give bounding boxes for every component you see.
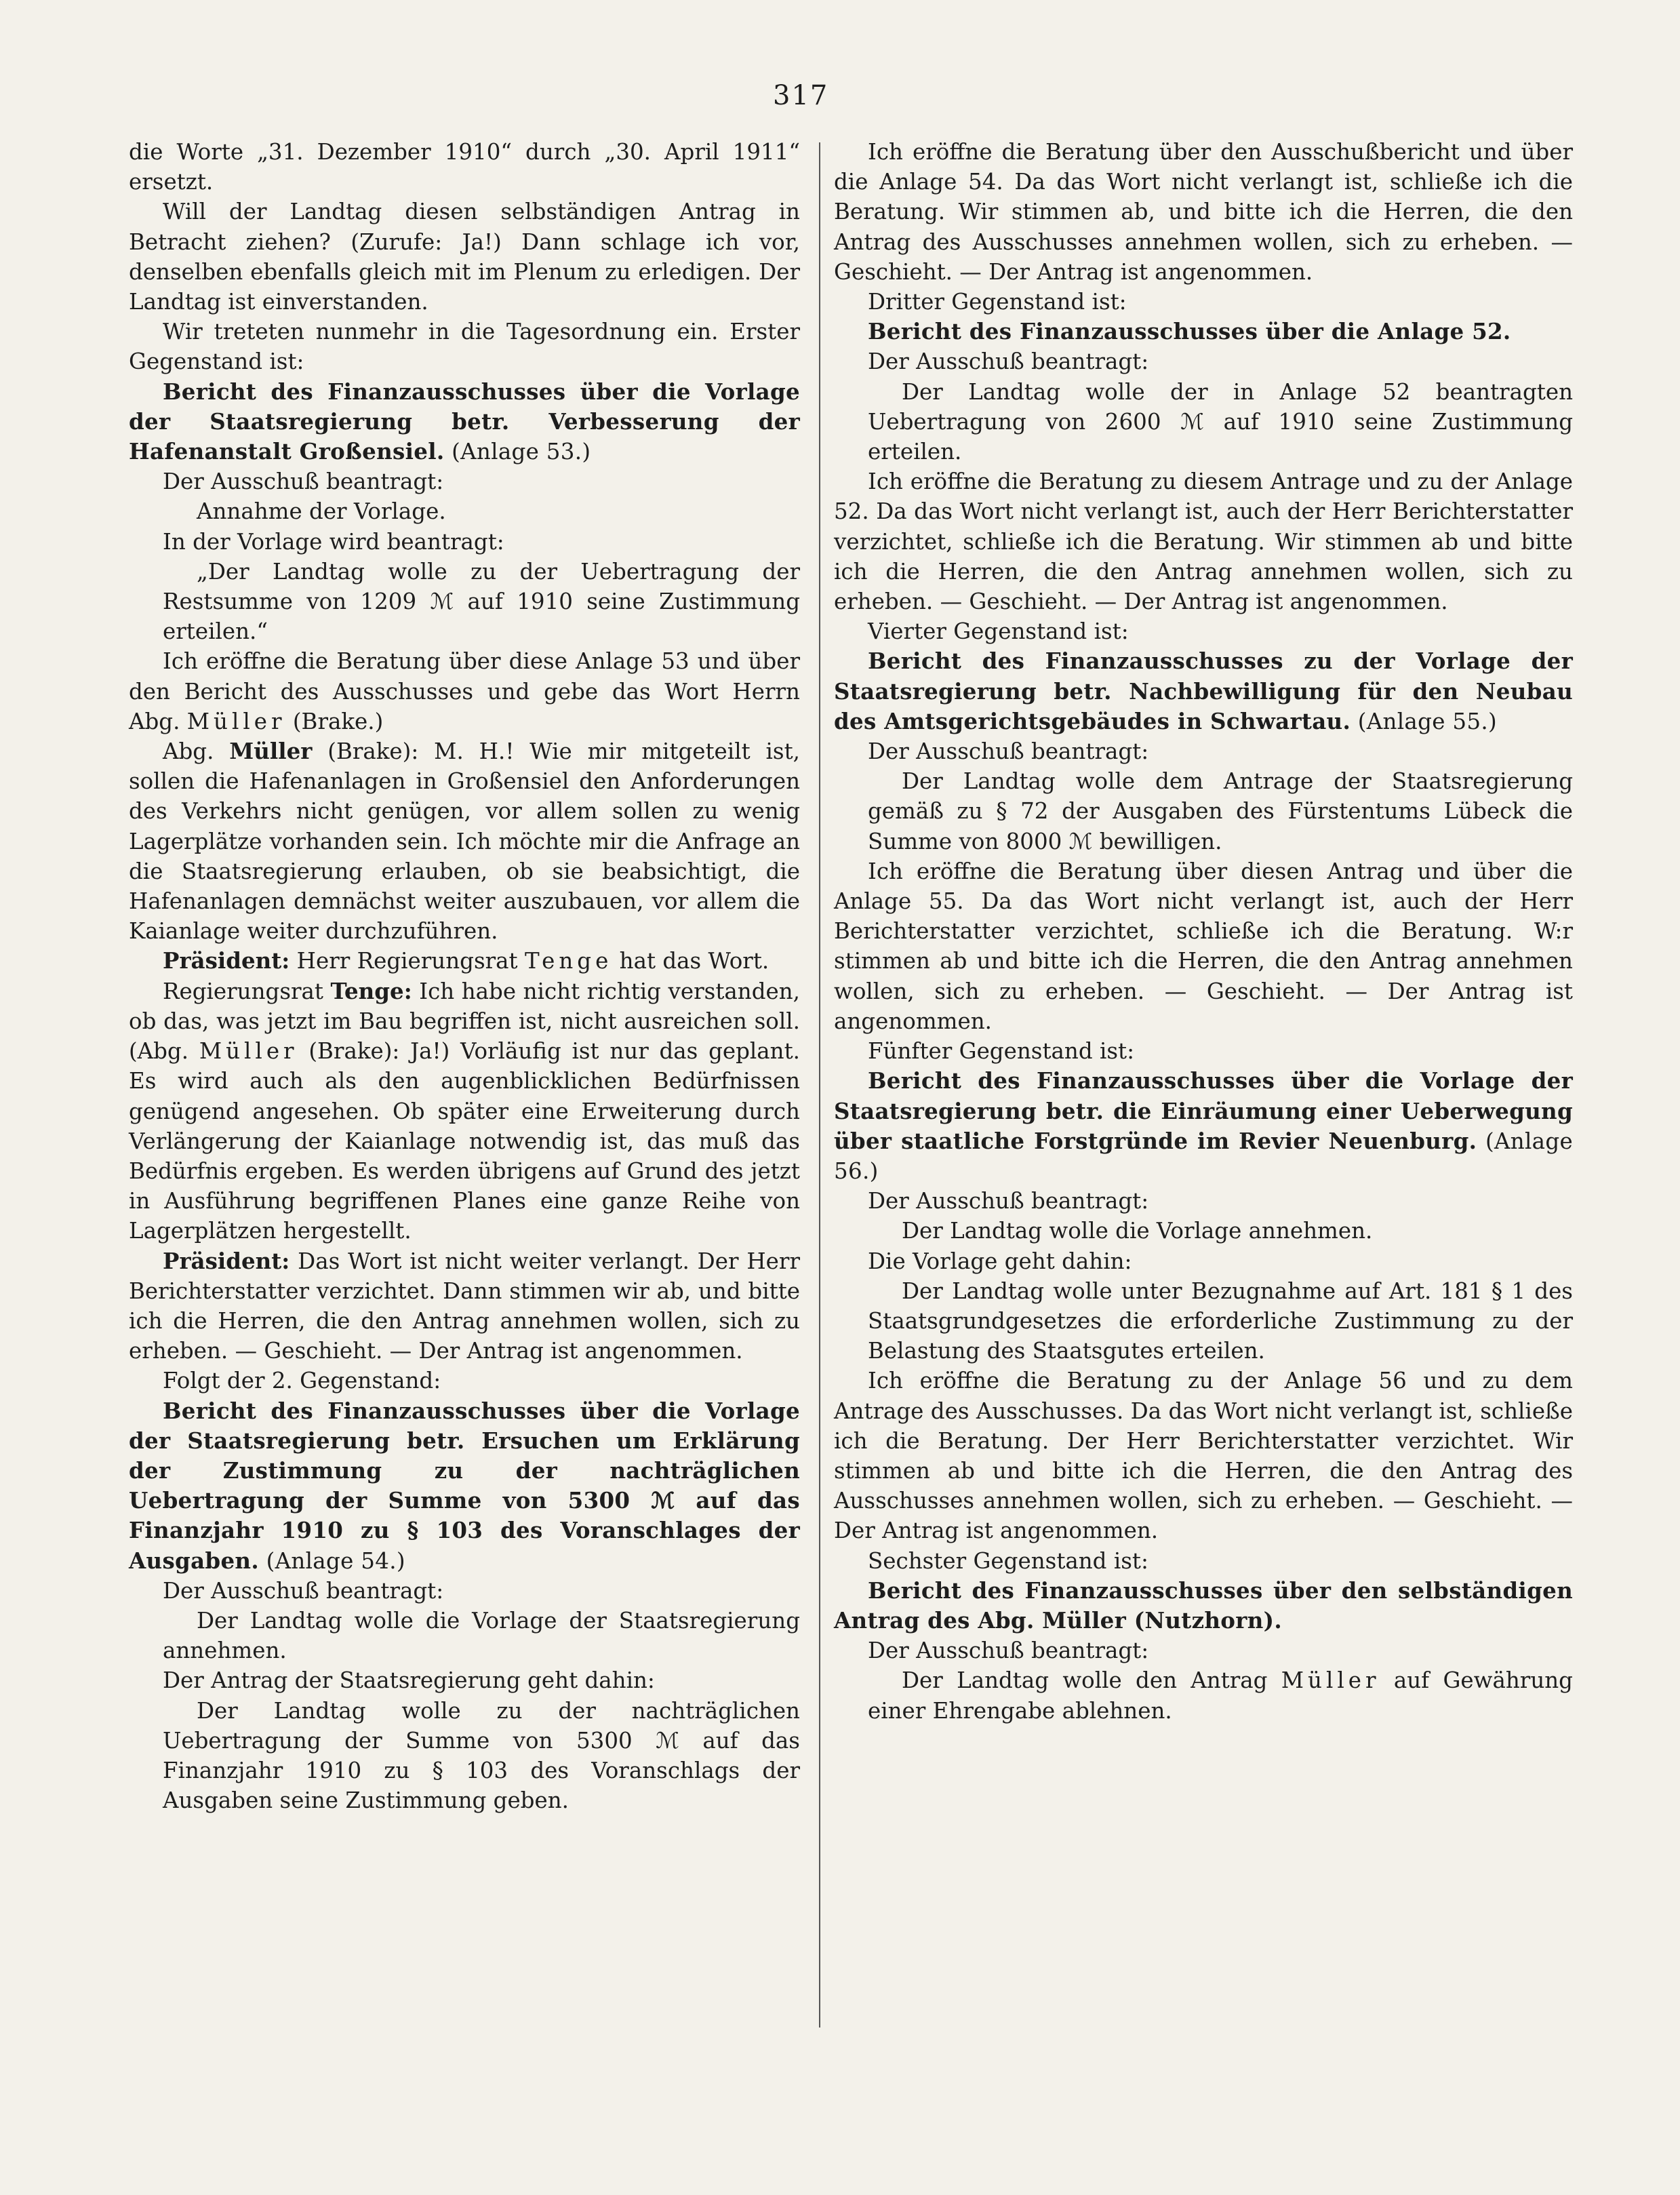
- paragraph-text: Der Landtag wolle den Antrag: [902, 1667, 1281, 1694]
- motion-text: Annahme der Vorlage.: [197, 498, 446, 525]
- paragraph-text: Abg.: [163, 738, 230, 765]
- motion-text: Der Landtag wolle die Vorlage der Staatsregierung annehmen.: [163, 1607, 800, 1664]
- speaker-name: Müller: [186, 708, 286, 734]
- paragraph-text: hat das Wort.: [612, 948, 769, 974]
- heading-text: Bericht des Finanzausschusses zu der Vorlage der Staatsregierung betr. Nachbewilligung für den Neubau des Amtsgerichtsgebäudes in Schwartau.: [834, 648, 1573, 734]
- paragraph-text: Herr Regierungsrat: [289, 948, 525, 974]
- paragraph: [129, 646, 800, 736]
- agenda-heading: [129, 377, 800, 467]
- agenda-heading: Bericht des Finanzausschusses über die Anlage 52.: [868, 318, 1511, 345]
- paragraph: Der Ausschuß beantragt:: [868, 349, 1149, 375]
- paragraph: Die Vorlage geht dahin:: [868, 1248, 1132, 1274]
- speaker-name: Müller: [199, 1038, 298, 1065]
- agenda-heading: Bericht des Finanzausschusses über den selbständigen Antrag des Abg. Müller (Nutzhorn).: [834, 1577, 1573, 1634]
- column-divider: [819, 142, 820, 2028]
- paragraph: Vierter Gegenstand ist:: [868, 618, 1129, 645]
- paragraph-text: Ich eröffne die Beratung über diese Anlage 53 und über den Bericht des Ausschusses und gebe das Wort Herrn Abg.: [129, 648, 800, 734]
- motion-text: „Der Landtag wolle zu der Uebertragung der Restsumme von 1209 ℳ auf 1910 seine Zustimmung erteilen.“: [163, 558, 800, 645]
- motion-text: [834, 1665, 1573, 1725]
- heading-tail: (Anlage 56.): [834, 1128, 1573, 1184]
- page-number: 317: [773, 80, 829, 111]
- paragraph: Der Ausschuß beantragt:: [163, 469, 444, 495]
- speaker-label: Tenge:: [330, 977, 412, 1004]
- agenda-heading: [834, 646, 1573, 736]
- paragraph: Dritter Gegenstand ist:: [868, 289, 1127, 315]
- heading-text: Bericht des Finanzausschusses über die Vorlage der Staatsregierung betr. Verbesserung der Hafenanstalt Großensiel.: [129, 378, 800, 465]
- speaker-label: Präsident:: [163, 947, 290, 974]
- paragraph: Der Antrag der Staatsregierung geht dahin:: [163, 1667, 655, 1694]
- paragraph: [129, 946, 800, 976]
- motion-text: Der Landtag wolle der in Anlage 52 beantragten Uebertragung von 2600 ℳ auf 1910 seine Zustimmung erteilen.: [868, 378, 1573, 465]
- paragraph: Der Ausschuß beantragt:: [868, 738, 1149, 765]
- paragraph: Der Ausschuß beantragt:: [868, 1638, 1149, 1664]
- speaker-name: Müller: [229, 738, 313, 765]
- paragraph: Der Ausschuß beantragt:: [868, 1188, 1149, 1214]
- heading-text: Bericht des Finanzausschusses über die Vorlage der Staatsregierung betr. Ersuchen um Erklärung der Zustimmung zu der nachträglichen Uebertragung der Summe von 5300 ℳ auf das Finanzjahr 1910 zu § 103 des Voranschlages der Ausgaben.: [129, 1397, 800, 1574]
- paragraph-text: (Brake): Ja!) Vorläufig ist nur das geplant. Es wird auch als den augenblicklichen Bedürfnissen genügend angesehen. Ob später eine Erweiterung durch Verlängerung der Kaianlage notwendig ist, das muß das Bedürfnis ergeben. Es werden übrigens auf Grund des jetzt in Ausführung begriffenen Planes eine ganze Reihe von Lagerplätzen hergestellt.: [129, 1038, 801, 1244]
- agenda-heading: [834, 1066, 1573, 1186]
- right-column: [834, 137, 1573, 1726]
- heading-tail: (Anlage 55.): [1351, 708, 1497, 734]
- paragraph-text: Regierungsrat: [163, 978, 331, 1004]
- paragraph-text: (Brake.): [285, 708, 384, 734]
- motion-text: Der Landtag wolle zu der nachträglichen Uebertragung der Summe von 5300 ℳ auf das Finanzjahr 1910 zu § 103 des Voranschlags der Ausgaben seine Zustimmung geben.: [163, 1697, 800, 1814]
- paragraph: [129, 1246, 800, 1366]
- paragraph: Ich eröffne die Beratung zu der Anlage 56 und zu dem Antrage des Ausschusses. Da das Wort nicht verlangt ist, schließe ich die Beratung. Der Herr Berichterstatter verzichtet. Wir stimmen ab und bitte ich die Herren, die den Antrag des Ausschusses annehmen wollen, sich zu erheben. — Geschieht. — Der Antrag ist angenommen.: [834, 1368, 1573, 1544]
- paragraph-text: Das Wort ist nicht weiter verlangt. Der Herr Berichterstatter verzichtet. Dann stimmen wir ab, und bitte ich die Herren, die den Antrag annehmen wollen, sich zu erheben. — Geschieht. — Der Antrag ist angenommen.: [129, 1248, 800, 1364]
- paragraph: [129, 736, 800, 946]
- speaker-name: Tenge: [524, 948, 613, 974]
- heading-tail: (Anlage 53.): [444, 439, 591, 465]
- agenda-heading: [129, 1396, 800, 1576]
- paragraph: Fünfter Gegenstand ist:: [868, 1038, 1135, 1065]
- paragraph-text: auf Gewährung einer Ehrengabe ablehnen.: [868, 1667, 1573, 1724]
- motion-text: Der Landtag wolle dem Antrage der Staatsregierung gemäß zu § 72 der Ausgaben des Fürstentums Lübeck die Summe von 8000 ℳ bewilligen.: [868, 768, 1573, 854]
- speaker-name: Müller: [1281, 1667, 1380, 1694]
- paragraph: Wir treteten nunmehr in die Tagesordnung ein. Erster Gegenstand ist:: [129, 319, 800, 375]
- motion-text: Der Landtag wolle unter Bezugnahme auf Art. 181 § 1 des Staatsgrundgesetzes die erforderliche Zustimmung zu der Belastung des Staatsgutes erteilen.: [868, 1278, 1573, 1364]
- paragraph: Ich eröffne die Beratung über diesen Antrag und über die Anlage 55. Da das Wort nicht verlangt ist, auch der Herr Berichterstatter verzichtet, schließe ich die Beratung. W:r stimmen ab und bitte ich die Herren, die den Antrag annehmen wollen, sich zu erheben. — Geschieht. — Der Antrag ist angenommen.: [834, 858, 1573, 1034]
- paragraph: Ich eröffne die Beratung über den Ausschußbericht und über die Anlage 54. Da das Wort nicht verlangt ist, schließe ich die Beratung. Wir stimmen ab, und bitte ich die Herren, die den Antrag des Ausschusses annehmen wollen, sich zu erheben. — Geschieht. — Der Antrag ist angenommen.: [834, 139, 1573, 285]
- paragraph: die Worte „31. Dezember 1910“ durch „30. April 1911“ ersetzt.: [129, 139, 800, 195]
- paragraph: [129, 976, 800, 1246]
- paragraph: Folgt der 2. Gegenstand:: [163, 1368, 441, 1394]
- speaker-label: Präsident:: [163, 1247, 290, 1274]
- paragraph: Ich eröffne die Beratung zu diesem Antrage und zu der Anlage 52. Da das Wort nicht verlangt ist, auch der Herr Berichterstatter verzichtet, schließe ich die Beratung. Wir stimmen ab und bitte ich die Herren, die den Antrag annehmen wollen, sich zu erheben. — Geschieht. — Der Antrag ist angenommen.: [834, 469, 1573, 615]
- left-column: [129, 137, 800, 1815]
- heading-tail: (Anlage 54.): [258, 1547, 405, 1574]
- heading-text: Bericht des Finanzausschusses über die Vorlage der Staatsregierung betr. die Einräumung einer Ueberwegung über staatliche Forstgründe im Revier Neuenburg.: [834, 1067, 1573, 1154]
- paragraph-text: (Brake): M. H.! Wie mir mitgeteilt ist, sollen die Hafenanlagen in Großensiel den Anforderungen des Verkehrs nicht genügen, vor allem sollen zu wenig Lagerplätze vorhanden sein. Ich möchte mir die Anfrage an die Staatsregierung erlauben, ob sie beabsichtigt, die Hafenanlagen demnächst weiter auszubauen, vor allem die Kaianlage weiter durchzuführen.: [129, 738, 800, 945]
- motion-text: Der Landtag wolle die Vorlage annehmen.: [902, 1218, 1373, 1244]
- paragraph: Will der Landtag diesen selbständigen Antrag in Betracht ziehen? (Zurufe: Ja!) Dann schlage ich vor, denselben ebenfalls gleich mit im Plenum zu erledigen. Der Landtag ist einverstanden.: [129, 199, 800, 315]
- paragraph: Sechster Gegenstand ist:: [868, 1547, 1148, 1574]
- paragraph: Der Ausschuß beantragt:: [163, 1577, 444, 1604]
- paragraph: In der Vorlage wird beantragt:: [163, 528, 504, 555]
- paragraph-text: Ich habe nicht richtig verstanden, ob das, was jetzt im Bau begriffen ist, nicht ausreichen soll. (Abg.: [129, 978, 800, 1065]
